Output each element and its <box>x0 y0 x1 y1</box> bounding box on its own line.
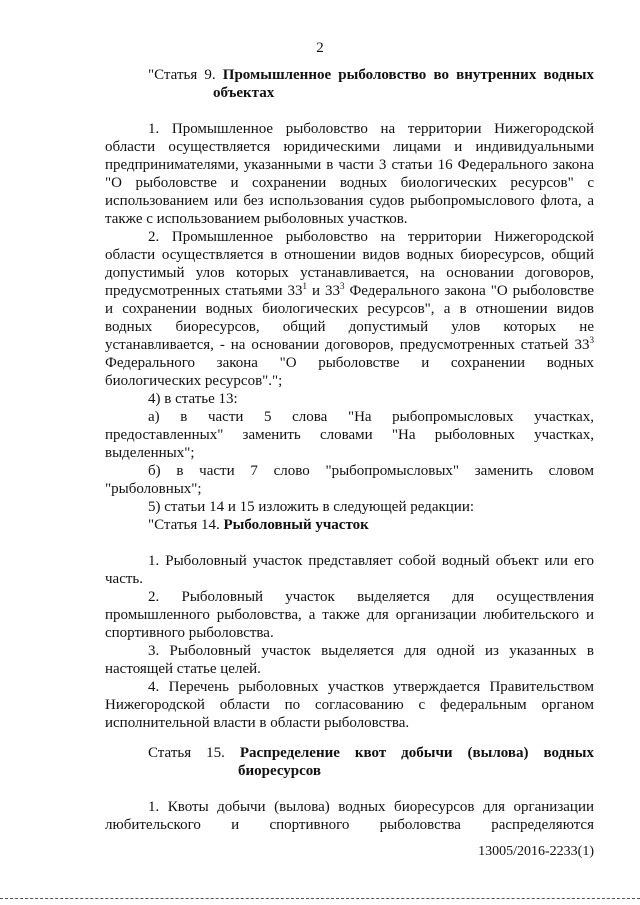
text-line: настоящей статье целей. <box>105 661 261 677</box>
article15-prefix: Статья 15. <box>148 745 225 761</box>
text-line: Федерального закона "О рыболовстве и сохранении водных <box>105 355 594 371</box>
article15-title-line2: биоресурсов <box>238 763 322 779</box>
text-line: предоставленных" заменить словами "На рыболовных участках, <box>105 427 594 443</box>
article15-title-line2-wrap <box>238 762 594 780</box>
text-line <box>105 336 594 354</box>
text-line: "рыболовных"; <box>105 481 202 497</box>
article15-heading <box>148 744 594 762</box>
text-line: области осуществляется в отношении видов водных биоресурсов, общий <box>105 247 594 263</box>
page-number: 2 <box>316 40 324 56</box>
text-line: 4. Перечень рыболовных участков утверждается Правительством <box>148 679 594 695</box>
article9-prefix: "Статья 9. <box>148 67 216 83</box>
text-fragment: устанавливается, - на основании договоров, предусмотренных статьей 33 <box>105 337 590 353</box>
text-line: также с использованием рыболовных участков. <box>105 211 408 227</box>
article9-title-line1: Промышленное рыболовство во внутренних водных <box>222 67 594 83</box>
text-line: и сохранении водных биологических ресурсов", а в отношении видов <box>105 301 594 317</box>
text-fragment: предусмотренных статьями 33 <box>105 283 303 299</box>
text-line: любительского и спортивного рыболовства распределяются <box>105 817 594 833</box>
text-line: 2. Рыболовный участок выделяется для осуществления <box>148 589 594 605</box>
text-line: 3. Рыболовный участок выделяется для одной из указанных в <box>148 643 594 659</box>
article14-title: Рыболовный участок <box>223 517 369 533</box>
superscript: 3 <box>339 281 345 291</box>
text-line: биологических ресурсов"."; <box>105 373 283 389</box>
text-line: 5) статьи 14 и 15 изложить в следующей редакции: <box>148 499 475 515</box>
text-fragment: Федерального закона "О рыболовстве <box>344 283 594 299</box>
text-line: 1. Промышленное рыболовство на территории Нижегородской <box>148 121 594 137</box>
text-line: исполнительной власти в области рыболовства. <box>105 715 410 731</box>
superscript: 3 <box>589 335 594 345</box>
document-code: 13005/2016-2233(1) <box>478 844 594 859</box>
article9-title-line2-wrap <box>213 84 594 102</box>
text-line: "О рыболовстве и сохранении водных биологических ресурсов" с <box>105 175 594 191</box>
text-line: 2. Промышленное рыболовство на территории Нижегородской <box>148 229 594 245</box>
page-bottom-rule <box>0 898 640 899</box>
text-line: 4) в статье 13: <box>148 391 238 407</box>
article15-title-line1: Распределение квот добычи (вылова) водных <box>239 745 594 761</box>
article9-title-line2: объектах <box>213 85 275 101</box>
text-line: водных биоресурсов, общий допустимый улов которых не <box>105 319 594 335</box>
text-line: промышленного рыболовства, а также для организации любительского и <box>105 607 594 623</box>
text-line: предпринимателями, указанными в части 3 статьи 16 Федерального закона <box>105 157 594 173</box>
text-line: 1. Квоты добычи (вылова) водных биоресурсов для организации <box>148 799 594 815</box>
article14-heading <box>148 516 594 534</box>
text-line: Нижегородской области по согласованию с федеральным органом <box>105 697 594 713</box>
text-line: допустимый улов которых устанавливается, на основании договоров, <box>105 265 594 281</box>
text-line: часть. <box>105 571 144 587</box>
text-line: а) в части 5 слова "На рыбопромысловых участках, <box>148 409 594 425</box>
text-line: выделенных"; <box>105 445 195 461</box>
text-line: б) в части 7 слово "рыбопромысловых" заменить словом <box>148 463 594 479</box>
superscript: 1 <box>302 281 308 291</box>
article14-prefix: "Статья 14. <box>148 517 220 533</box>
text-fragment: и 33 <box>307 283 340 299</box>
text-line: 1. Рыболовный участок представляет собой водный объект или его <box>148 553 594 569</box>
text-line: спортивного рыболовства. <box>105 625 274 641</box>
article9-heading <box>148 66 594 84</box>
text-line: области осуществляется юридическими лицами и индивидуальными <box>105 139 594 155</box>
text-line: использованием или без использования судов рыбопромыслового флота, а <box>105 193 594 209</box>
text-line <box>105 282 594 300</box>
